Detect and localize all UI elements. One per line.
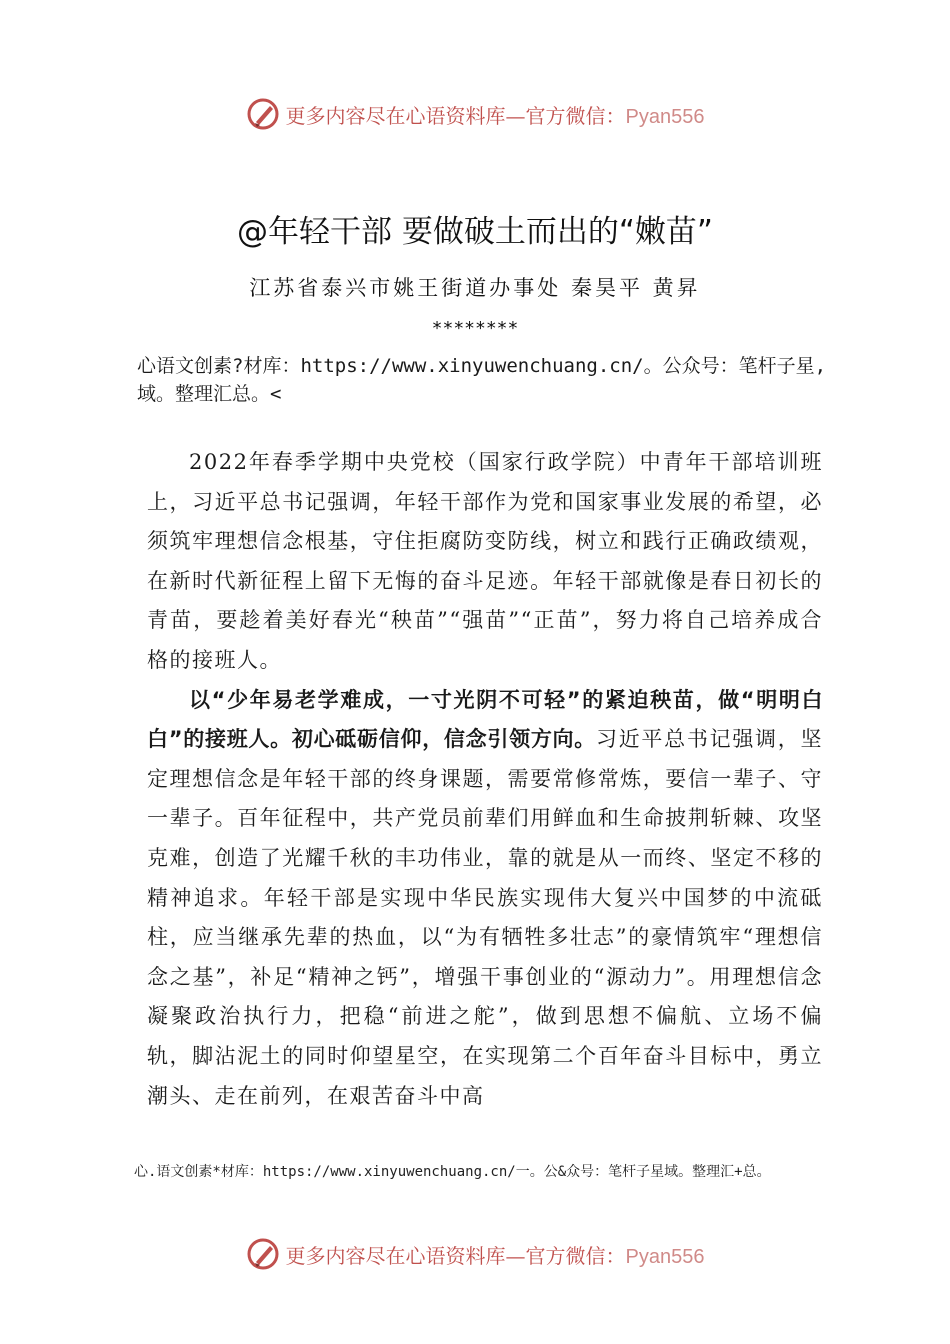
- banner-wechat: Pyan556: [625, 105, 705, 128]
- paragraph-2-lead: 以“少年易老学难成，一寸光阴不可轻”的紧迫秧苗，做“明明白白”的接班人。初心砥砺信仰，信念引领方向。: [147, 687, 823, 752]
- footer-banner: [0, 1234, 950, 1274]
- source-note-top: 心语文创素?材库：https://www.xinyuwenchuang.cn/。公众号：笔杆子星,域。整理汇总。<: [137, 355, 827, 405]
- banner-text: 更多内容尽在心语资料库—官方微信：Pyan556: [285, 1243, 705, 1268]
- source-note-bottom: 心.语文创素*材库：https://www.xinyuwenchuang.cn/一。公&众号：笔杆子星域。整理汇+总。: [134, 1164, 771, 1180]
- pen-logo-icon: [246, 97, 280, 131]
- pen-logo-icon: [246, 1237, 280, 1271]
- article-body: [147, 443, 823, 1116]
- banner-wechat: Pyan556: [625, 1245, 705, 1268]
- article-author: 江苏省泰兴市姚王街道办事处 秦昊平 黄昇: [249, 276, 701, 300]
- paragraph-2: [147, 681, 823, 1117]
- banner-text: 更多内容尽在心语资料库—官方微信：Pyan556: [285, 103, 705, 128]
- article-title: @年轻干部 要做破土而出的“嫩苗”: [237, 214, 713, 250]
- header-banner: [0, 94, 950, 134]
- divider: ********: [431, 318, 519, 339]
- paragraph-1: 2022年春季学期中央党校（国家行政学院）中青年干部培训班上，习近平总书记强调，年轻干部作为党和国家事业发展的希望，必须筑牢理想信念根基，守住拒腐防变防线，树立和践行正确政绩观，在新时代新征程上留下无悔的奋斗足迹。年轻干部就像是春日初长的青苗，要趁着美好春光“秧苗”“强苗”“正苗”，努力将自己培养成合格的接班人。: [147, 450, 823, 672]
- paragraph-2-body: 习近平总书记强调，坚定理想信念是年轻干部的终身课题，需要常修常炼，要信一辈子、守一辈子。百年征程中，共产党员前辈们用鲜血和生命披荆斩棘、攻坚克难，创造了光耀千秋的丰功伟业，靠的就是从一而终、坚定不移的精神追求。年轻干部是实现中华民族实现伟大复兴中国梦的中流砥柱，应当继承先辈的热血，以“为有牺牲多壮志”的豪情筑牢“理想信念之基”，补足“精神之钙”，增强干事创业的“源动力”。用理想信念凝聚政治执行力，把稳“前进之舵”，做到思想不偏航、立场不偏轨，脚沾泥土的同时仰望星空，在实现第二个百年奋斗目标中，勇立潮头、走在前列，在艰苦奋斗中高: [147, 727, 823, 1108]
